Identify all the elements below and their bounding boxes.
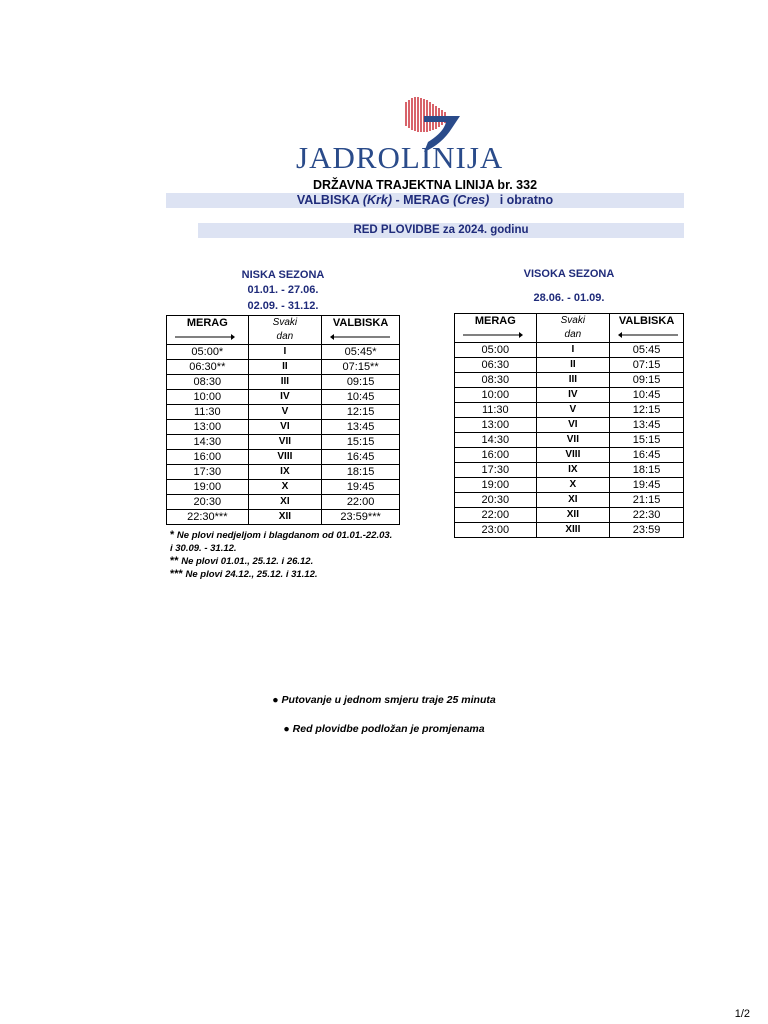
bullet-travel-time: ● Putovanje u jednom smjeru traje 25 minuta: [272, 694, 496, 706]
arrow-left-icon: [610, 328, 683, 340]
valbiska-departure-time: 15:15: [322, 435, 400, 450]
departure-number: IV: [248, 390, 322, 405]
valbiska-departure-time: 22:30: [610, 508, 684, 523]
arrow-left-icon: [322, 330, 399, 342]
valbiska-departure-time: 23:59: [610, 523, 684, 538]
merag-departure-time: 06:30: [455, 358, 537, 373]
timetable-row: [167, 435, 400, 450]
footnote-text: Ne plovi nedjeljom i blagdanom od 01.01.-22.03.: [174, 530, 393, 541]
valbiska-departure-time: 13:45: [322, 420, 400, 435]
timetable-row: [455, 508, 684, 523]
timetable-row: [455, 358, 684, 373]
valbiska-departure-time: 18:15: [610, 463, 684, 478]
valbiska-departure-time: 21:15: [610, 493, 684, 508]
footnote-mark: ***: [170, 568, 183, 580]
timetable-row: [455, 463, 684, 478]
merag-departure-time: 11:30: [167, 405, 249, 420]
departure-number: IX: [248, 465, 322, 480]
footnote: [170, 568, 392, 581]
valbiska-departure-time: 12:15: [610, 403, 684, 418]
merag-departure-time: 05:00*: [167, 345, 249, 360]
valbiska-departure-time: 13:45: [610, 418, 684, 433]
merag-departure-time: 23:00: [455, 523, 537, 538]
departure-number: VI: [536, 418, 610, 433]
merag-departure-time: 20:30: [455, 493, 537, 508]
timetable-row: [167, 360, 400, 375]
col-daily-header: Svaki dan: [248, 316, 322, 345]
merag-departure-time: 10:00: [167, 390, 249, 405]
departure-number: VI: [248, 420, 322, 435]
footnote-text: Ne plovi 01.01., 25.12. i 26.12.: [178, 556, 314, 567]
merag-departure-time: 17:30: [455, 463, 537, 478]
merag-departure-time: 22:30***: [167, 510, 249, 525]
departure-number: XIII: [536, 523, 610, 538]
departure-number: IV: [536, 388, 610, 403]
valbiska-departure-time: 16:45: [322, 450, 400, 465]
merag-departure-time: 06:30**: [167, 360, 249, 375]
col-merag-header: MERAG: [167, 316, 249, 345]
timetable-row: [455, 493, 684, 508]
valbiska-departure-time: 05:45: [610, 343, 684, 358]
footnote: [170, 555, 392, 568]
valbiska-departure-time: 09:15: [322, 375, 400, 390]
timetable-row: [167, 390, 400, 405]
footnote-text: Ne plovi 24.12., 25.12. i 31.12.: [182, 569, 318, 580]
merag-departure-time: 16:00: [455, 448, 537, 463]
departure-number: X: [536, 478, 610, 493]
footnote: [170, 529, 392, 542]
departure-number: II: [248, 360, 322, 375]
route-sep: - MERAG: [395, 193, 450, 207]
low-season-period-1: 01.01. - 27.06.: [247, 284, 319, 296]
valbiska-departure-time: 16:45: [610, 448, 684, 463]
valbiska-departure-time: 19:45: [610, 478, 684, 493]
route-a: VALBISKA: [296, 193, 360, 207]
merag-departure-time: 08:30: [167, 375, 249, 390]
timetable-header-row: [455, 314, 684, 343]
valbiska-departure-time: 23:59***: [322, 510, 400, 525]
timetable-row: [167, 465, 400, 480]
low-season-timetable: [166, 315, 400, 525]
col-valbiska-header: VALBISKA: [610, 314, 684, 343]
valbiska-departure-time: 07:15: [610, 358, 684, 373]
low-season-period-2: 02.09. - 31.12.: [247, 300, 319, 312]
merag-departure-time: 13:00: [455, 418, 537, 433]
departure-number: XI: [248, 495, 322, 510]
col-merag-header: MERAG: [455, 314, 537, 343]
departure-number: IX: [536, 463, 610, 478]
footnote-mark: **: [170, 555, 179, 567]
merag-departure-time: 10:00: [455, 388, 537, 403]
valbiska-departure-time: 18:15: [322, 465, 400, 480]
schedule-title: RED PLOVIDBE za 2024. godinu: [353, 224, 529, 236]
valbiska-departure-time: 07:15**: [322, 360, 400, 375]
timetable-row: [455, 403, 684, 418]
timetable-row: [455, 343, 684, 358]
departure-number: X: [248, 480, 322, 495]
route-a-island: (Krk): [362, 193, 392, 207]
departure-number: III: [248, 375, 322, 390]
departure-number: V: [536, 403, 610, 418]
timetable-row: [167, 405, 400, 420]
valbiska-departure-time: 12:15: [322, 405, 400, 420]
merag-departure-time: 08:30: [455, 373, 537, 388]
timetable-row: [455, 373, 684, 388]
valbiska-departure-time: 10:45: [322, 390, 400, 405]
timetable-row: [455, 523, 684, 538]
merag-departure-time: 19:00: [455, 478, 537, 493]
timetable-row: [167, 345, 400, 360]
low-season-title: NISKA SEZONA: [241, 269, 325, 281]
low-season-notes: [170, 529, 392, 581]
high-season-title: VISOKA SEZONA: [523, 268, 615, 280]
valbiska-departure-time: 09:15: [610, 373, 684, 388]
timetable-row: [167, 480, 400, 495]
valbiska-departure-time: 22:00: [322, 495, 400, 510]
merag-departure-time: 14:30: [455, 433, 537, 448]
col-daily-header: Svaki dan: [536, 314, 610, 343]
departure-number: III: [536, 373, 610, 388]
departure-number: VII: [248, 435, 322, 450]
merag-departure-time: 22:00: [455, 508, 537, 523]
merag-departure-time: 20:30: [167, 495, 249, 510]
footnote-mark: *: [170, 529, 175, 541]
timetable-header-row: [167, 316, 400, 345]
merag-departure-time: 11:30: [455, 403, 537, 418]
merag-departure-time: 14:30: [167, 435, 249, 450]
departure-number: XII: [248, 510, 322, 525]
timetable-row: [167, 450, 400, 465]
merag-departure-time: 13:00: [167, 420, 249, 435]
departure-number: V: [248, 405, 322, 420]
timetable-row: [455, 433, 684, 448]
merag-departure-time: 16:00: [167, 450, 249, 465]
valbiska-departure-time: 19:45: [322, 480, 400, 495]
arrow-right-icon: [455, 328, 536, 340]
arrow-right-icon: [167, 330, 248, 342]
timetable-row: [167, 510, 400, 525]
high-season-period: 28.06. - 01.09.: [533, 292, 605, 304]
departure-number: I: [248, 345, 322, 360]
timetable-row: [167, 420, 400, 435]
departure-number: XI: [536, 493, 610, 508]
line-title: DRŽAVNA TRAJEKTNA LINIJA br. 332: [312, 178, 538, 192]
brand-wordmark: JADROLINIJA: [296, 140, 504, 175]
col-valbiska-header: VALBISKA: [322, 316, 400, 345]
departure-number: VIII: [248, 450, 322, 465]
valbiska-departure-time: 05:45*: [322, 345, 400, 360]
merag-departure-time: 05:00: [455, 343, 537, 358]
valbiska-departure-time: 10:45: [610, 388, 684, 403]
route-title: [166, 193, 684, 208]
timetable-row: [455, 478, 684, 493]
footnote-text: i 30.09. - 31.12.: [170, 543, 237, 554]
departure-number: II: [536, 358, 610, 373]
departure-number: VIII: [536, 448, 610, 463]
footnote: [170, 542, 392, 555]
route-tail: i obratno: [499, 193, 554, 207]
merag-departure-time: 19:00: [167, 480, 249, 495]
departure-number: XII: [536, 508, 610, 523]
page-number: 1/2: [734, 1008, 750, 1020]
timetable-row: [167, 495, 400, 510]
route-b-island: (Cres): [453, 193, 490, 207]
high-season-timetable: [454, 313, 684, 538]
timetable-row: [167, 375, 400, 390]
timetable-row: [455, 448, 684, 463]
departure-number: VII: [536, 433, 610, 448]
departure-number: I: [536, 343, 610, 358]
timetable-row: [455, 418, 684, 433]
valbiska-departure-time: 15:15: [610, 433, 684, 448]
bullet-schedule-change: ● Red plovidbe podložan je promjenama: [283, 723, 485, 735]
merag-departure-time: 17:30: [167, 465, 249, 480]
timetable-row: [455, 388, 684, 403]
